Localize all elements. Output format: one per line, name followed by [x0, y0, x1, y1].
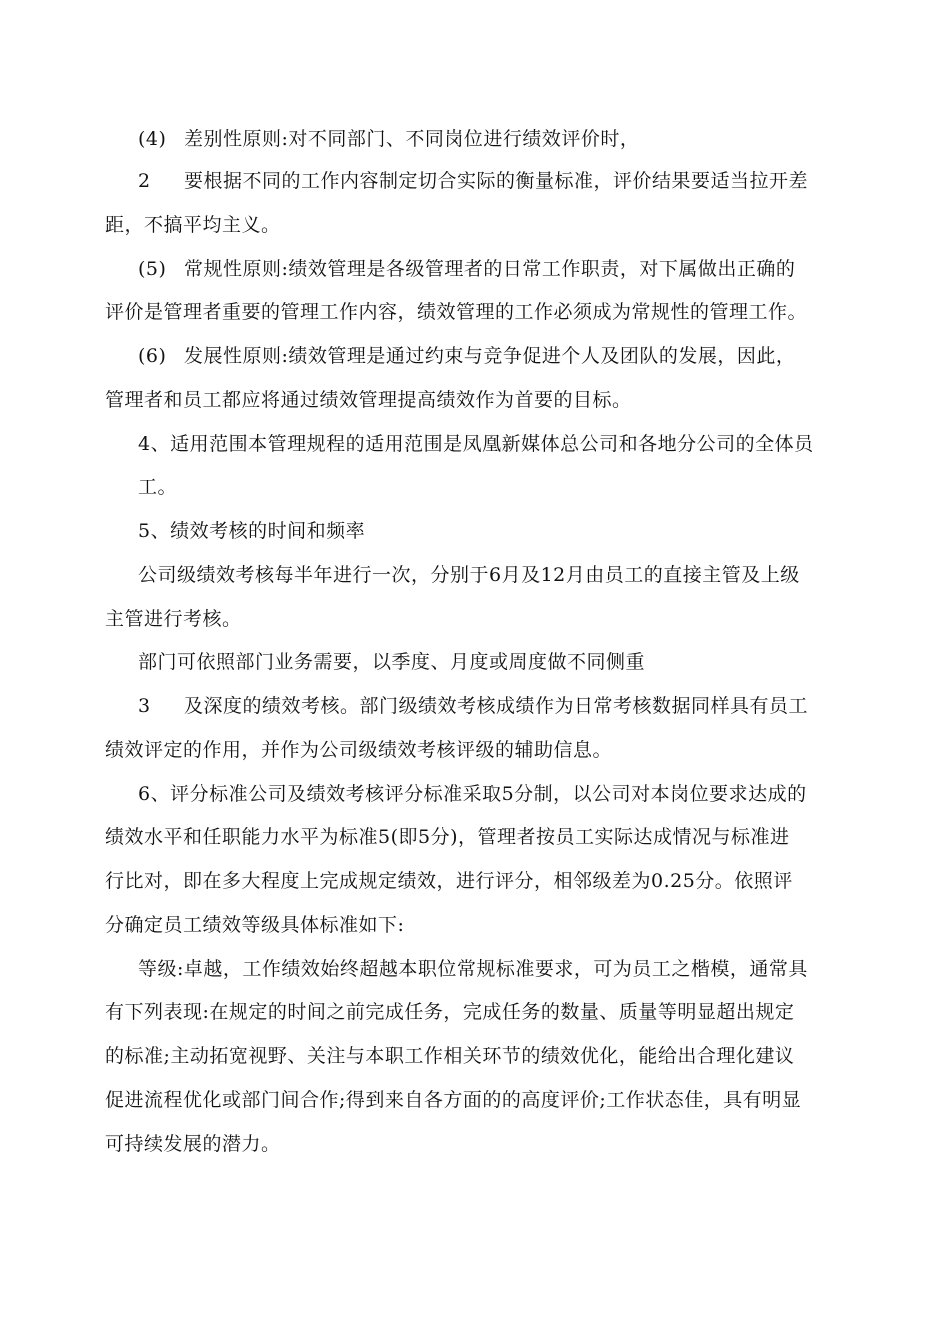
text-line: 工。: [138, 476, 178, 498]
text-line: 的标准;主动拓宽视野、关注与本职工作相关环节的绩效优化，能给出合理化建议: [105, 1045, 795, 1067]
text-line: 行比对，即在多大程度上完成规定绩效，进行评分，相邻级差为0.25分。依照评: [105, 870, 793, 892]
item-number: 2: [138, 170, 151, 192]
section-heading: 6、评分标准公司及绩效考核评分标准采取5分制，以公司对本岗位要求达成的: [138, 783, 807, 805]
text-line: 分确定员工绩效等级具体标准如下:: [105, 914, 405, 936]
text-line: 可持续发展的潜力。: [105, 1133, 281, 1155]
text-line: 主管进行考核。: [105, 608, 242, 630]
text-line: 促进流程优化或部门间合作;得到来自各方面的的高度评价;工作状态佳，具有明显: [105, 1089, 802, 1111]
item-number: (6): [138, 345, 167, 367]
text-line: 管理者和员工都应将通过绩效管理提高绩效作为首要的目标。: [105, 389, 632, 411]
text-line: [138, 127, 639, 151]
item-number: (5): [138, 258, 167, 280]
item-number: (4): [138, 128, 167, 150]
text-line: 公司级绩效考核每半年进行一次，分别于6月及12月由员工的直接主管及上级: [138, 564, 800, 586]
text-line: 评价是管理者重要的管理工作内容，绩效管理的工作必须成为常规性的管理工作。: [105, 301, 808, 323]
text-line: [138, 694, 808, 718]
text-line: 绩效水平和任职能力水平为标准5(即5分)，管理者按员工实际达成情况与标准进: [105, 826, 790, 848]
text-line: 有下列表现:在规定的时间之前完成任务，完成任务的数量、质量等明显超出规定: [105, 1001, 795, 1023]
text-line: [138, 169, 808, 193]
line-text: 差别性原则:对不同部门、不同岗位进行绩效评价时，: [184, 128, 640, 150]
text-line: [138, 344, 795, 368]
line-text: 及深度的绩效考核。部门级绩效考核成绩作为日常考核数据同样具有员工: [184, 695, 809, 717]
text-line: 距，不搞平均主义。: [105, 214, 281, 236]
text-line: 部门可依照部门业务需要，以季度、月度或周度做不同侧重: [138, 651, 646, 673]
line-text: 要根据不同的工作内容制定切合实际的衡量标准，评价结果要适当拉开差: [184, 170, 809, 192]
item-number: 3: [138, 695, 151, 717]
section-heading: 4、适用范围本管理规程的适用范围是凤凰新媒体总公司和各地分公司的全体员: [138, 433, 814, 455]
line-text: 发展性原则:绩效管理是通过约束与竞争促进个人及团队的发展，因此，: [184, 345, 796, 367]
text-line: 等级:卓越，工作绩效始终超越本职位常规标准要求，可为员工之楷模，通常具: [138, 958, 808, 980]
section-heading: 5、绩效考核的时间和频率: [138, 520, 366, 542]
line-text: 常规性原则:绩效管理是各级管理者的日常工作职责，对下属做出正确的: [184, 258, 796, 280]
text-line: 绩效评定的作用，并作为公司级绩效考核评级的辅助信息。: [105, 739, 613, 761]
text-line: [138, 257, 795, 281]
